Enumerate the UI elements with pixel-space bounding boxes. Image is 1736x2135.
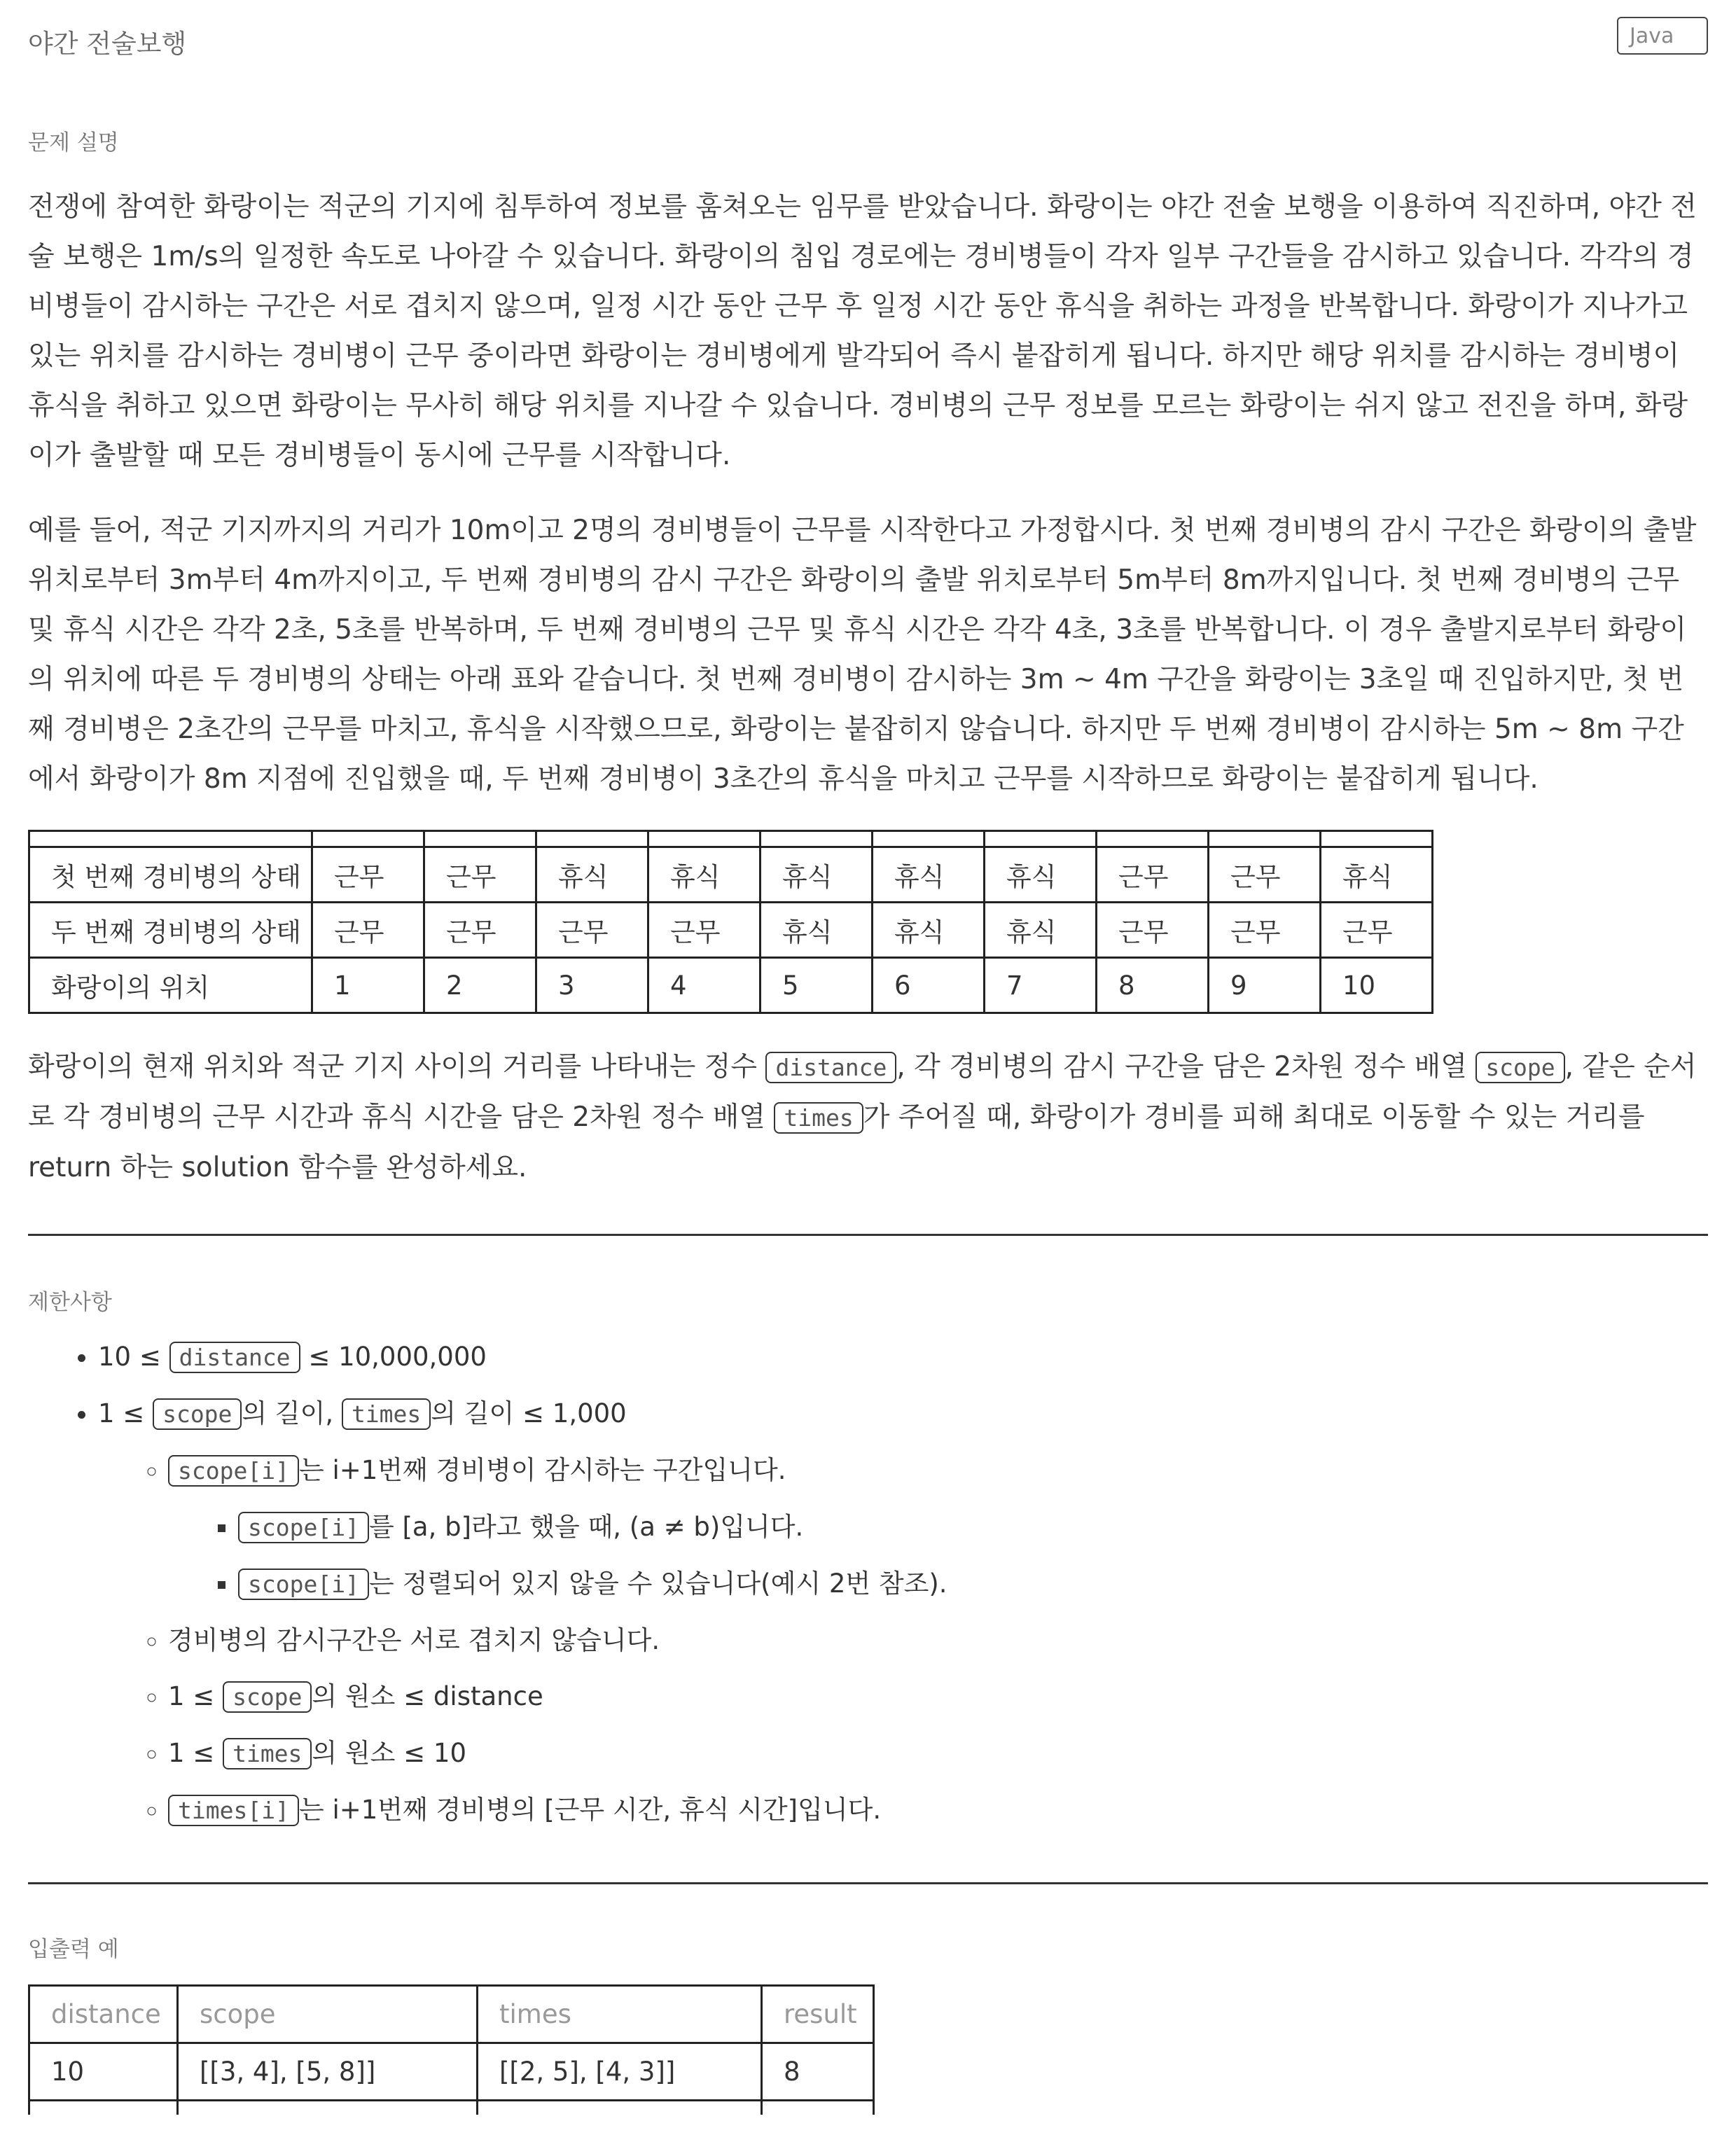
table-cell: 6 <box>873 958 985 1013</box>
section-divider <box>28 1234 1708 1236</box>
list-item <box>168 1669 947 1725</box>
text: 를 [a, b]라고 했을 때, (a ≠ b)입니다. <box>368 1512 804 1542</box>
table-cell: 근무 <box>312 903 424 958</box>
table-cell: 근무 <box>1209 847 1321 903</box>
text: 의 길이, <box>242 1398 342 1428</box>
list-item <box>238 1499 947 1556</box>
description-label: 문제 설명 <box>28 130 119 155</box>
table-cell: 근무 <box>536 903 648 958</box>
table-cell: [[3, 4], [5, 8]] <box>178 2043 478 2101</box>
table-cell: 휴식 <box>536 847 648 903</box>
column-header: distance <box>29 1986 178 2043</box>
row-label: 첫 번째 경비병의 상태 <box>29 847 312 903</box>
constraints-sublist <box>98 1442 947 1839</box>
table-cell: 근무 <box>424 847 536 903</box>
table-row <box>29 847 1433 903</box>
table-cell: 근무 <box>1209 903 1321 958</box>
text: 가 주어질 때, 화랑이가 경비를 피해 최대로 이동할 수 있는 거리를 return 하는 solution 함수를 완성하세요. <box>28 1101 1645 1183</box>
problem-title: 야간 전술보행 <box>28 29 187 59</box>
table-cell: 휴식 <box>761 847 873 903</box>
list-item <box>98 1329 947 1386</box>
text: 는 정렬되어 있지 않을 수 있습니다(예시 2번 참조). <box>368 1569 947 1599</box>
table-cell: 8 <box>1097 958 1209 1013</box>
table-cell: 9 <box>1209 958 1321 1013</box>
text: 는 i+1번째 경비병의 [근무 시간, 휴식 시간]입니다. <box>298 1795 882 1825</box>
constraints-list <box>28 1329 947 1839</box>
table-row <box>29 903 1433 958</box>
description-paragraph-1: 전쟁에 참여한 화랑이는 적군의 기지에 침투하여 정보를 훔쳐오는 임무를 받았습니다. 화랑이는 야간 전술 보행을 이용하여 직진하며, 야간 전술 보행은 1m/s의 일정한 속도로 나아갈 수 있습니다. 화랑이의 침입 경로에는 경비병들이 각자 일부 구간들을 감시하고 있습니다. 각각의 경비병들이 감시하는 구간은 서로 겹치지 않으며, 일정 시간 동안 근무 후 일정 시간 동안 휴식을 취하는 과정을 반복합니다. 화랑이가 지나가고 있는 위치를 감시하는 경비병이 근무 중이라면 화랑이는 경비병에게 발각되어 즉시 붙잡히게 됩니다. 하지만 해당 위치를 감시하는 경비병이 휴식을 취하고 있으면 화랑이는 무사히 해당 위치를 지나갈 수 있습니다. 경비병의 근무 정보를 모르는 화랑이는 쉬지 않고 전진을 하며, 화랑이가 출발할 때 모든 경비병들이 동시에 근무를 시작합니다. <box>28 191 1697 471</box>
inline-code: times <box>774 1102 863 1134</box>
table-cell: 휴식 <box>761 903 873 958</box>
section-divider <box>28 1882 1708 1884</box>
constraints-subsublist <box>168 1499 947 1613</box>
text: 화랑이의 현재 위치와 적군 기지 사이의 거리를 나타내는 정수 <box>28 1051 766 1083</box>
list-item <box>168 1782 947 1839</box>
description-paragraph-3 <box>28 1042 1708 1192</box>
table-cell: 휴식 <box>985 847 1097 903</box>
table-cell: 휴식 <box>1321 847 1433 903</box>
table-cell: 근무 <box>424 903 536 958</box>
table-cell: 근무 <box>1097 903 1209 958</box>
table-row <box>29 2043 874 2101</box>
table-cell: 근무 <box>1097 847 1209 903</box>
language-button[interactable]: Java <box>1617 17 1708 55</box>
table-cell: 3 <box>536 958 648 1013</box>
table-cell: 8 <box>762 2043 874 2101</box>
text: 1 ≤ <box>168 1681 223 1711</box>
description-paragraph-2: 예를 들어, 적군 기지까지의 거리가 10m이고 2명의 경비병들이 근무를 시작한다고 가정합시다. 첫 번째 경비병의 감시 구간은 화랑이의 출발 위치로부터 3m부터 4m까지이고, 두 번째 경비병의 감시 구간은 화랑이의 출발 위치로부터 5m부터 8m까지입니다. 첫 번째 경비병의 근무 및 휴식 시간은 각각 2초, 5초를 반복하며, 두 번째 경비병의 근무 및 휴식 시간은 각각 4초, 3초를 반복합니다. 이 경우 출발지로부터 화랑이의 위치에 따른 두 경비병의 상태는 아래 표와 같습니다. 첫 번째 경비병이 감시하는 3m ~ 4m 구간을 화랑이는 3초일 때 진입하지만, 첫 번째 경비병은 2초간의 근무를 마치고, 휴식을 시작했으므로, 화랑이는 붙잡히지 않습니다. 하지만 두 번째 경비병이 감시하는 5m ~ 8m 구간에서 화랑이가 8m 지점에 진입했을 때, 두 번째 경비병이 3초간의 휴식을 마치고 근무를 시작하므로 화랑이는 붙잡히게 됩니다. <box>28 515 1697 795</box>
list-item <box>168 1613 947 1669</box>
table-cell: 휴식 <box>648 847 761 903</box>
inline-code: scope <box>153 1398 242 1430</box>
table-row <box>29 958 1433 1013</box>
text: 의 원소 ≤ 10 <box>312 1738 467 1768</box>
text: 는 i+1번째 경비병이 감시하는 구간입니다. <box>298 1455 786 1485</box>
inline-code: times <box>342 1398 431 1430</box>
table-cell: 휴식 <box>873 903 985 958</box>
text: 10 ≤ <box>98 1342 169 1372</box>
text: 의 원소 ≤ distance <box>312 1681 543 1711</box>
table-cell: 휴식 <box>873 847 985 903</box>
inline-code: scope[i] <box>168 1455 299 1487</box>
text: ≤ 10,000,000 <box>300 1342 487 1372</box>
inline-code: distance <box>765 1052 896 1083</box>
list-item <box>238 1556 947 1613</box>
inline-code: times[i] <box>168 1795 299 1826</box>
row-label: 두 번째 경비병의 상태 <box>29 903 312 958</box>
table-cell: 근무 <box>1321 903 1433 958</box>
examples-table <box>28 1984 875 2115</box>
column-header: scope <box>178 1986 478 2043</box>
text: 경비병의 감시구간은 서로 겹치지 않습니다. <box>168 1625 660 1655</box>
inline-code: scope[i] <box>238 1569 369 1600</box>
table-cell: 1 <box>312 958 424 1013</box>
inline-code: scope[i] <box>238 1512 369 1543</box>
table-cell: 4 <box>648 958 761 1013</box>
table-cell: 근무 <box>312 847 424 903</box>
table-header-row <box>29 831 1433 847</box>
text: , 각 경비병의 감시 구간을 담은 2차원 정수 배열 <box>896 1051 1476 1083</box>
text: , 같은 순서로 각 경비병의 근무 시간과 휴식 시간을 담은 2차원 정수 배열 <box>28 1051 1697 1133</box>
table-cell: [[2, 5], [4, 3]] <box>478 2043 762 2101</box>
table-cell: 5 <box>761 958 873 1013</box>
examples-label: 입출력 예 <box>28 1937 119 1962</box>
table-cell: 2 <box>424 958 536 1013</box>
table-row <box>29 2101 874 2115</box>
list-item <box>168 1725 947 1782</box>
inline-code: scope <box>1475 1052 1564 1083</box>
table-cell: 10 <box>29 2043 178 2101</box>
column-header: result <box>762 1986 874 2043</box>
text: 1 ≤ <box>98 1398 153 1428</box>
list-item <box>168 1442 947 1613</box>
table-cell: 근무 <box>648 903 761 958</box>
row-label: 화랑이의 위치 <box>29 958 312 1013</box>
table-cell: 7 <box>985 958 1097 1013</box>
inline-code: scope <box>223 1681 312 1713</box>
text: 1 ≤ <box>168 1738 223 1768</box>
text: 의 길이 ≤ 1,000 <box>431 1398 627 1428</box>
constraints-label: 제한사항 <box>28 1290 112 1315</box>
list-item <box>98 1386 947 1839</box>
inline-code: times <box>223 1738 312 1769</box>
inline-code: distance <box>169 1342 300 1373</box>
table-cell: 휴식 <box>985 903 1097 958</box>
table-cell: 10 <box>1321 958 1433 1013</box>
table-header-row <box>29 1986 874 2043</box>
column-header: times <box>478 1986 762 2043</box>
guard-status-table <box>28 830 1433 1014</box>
